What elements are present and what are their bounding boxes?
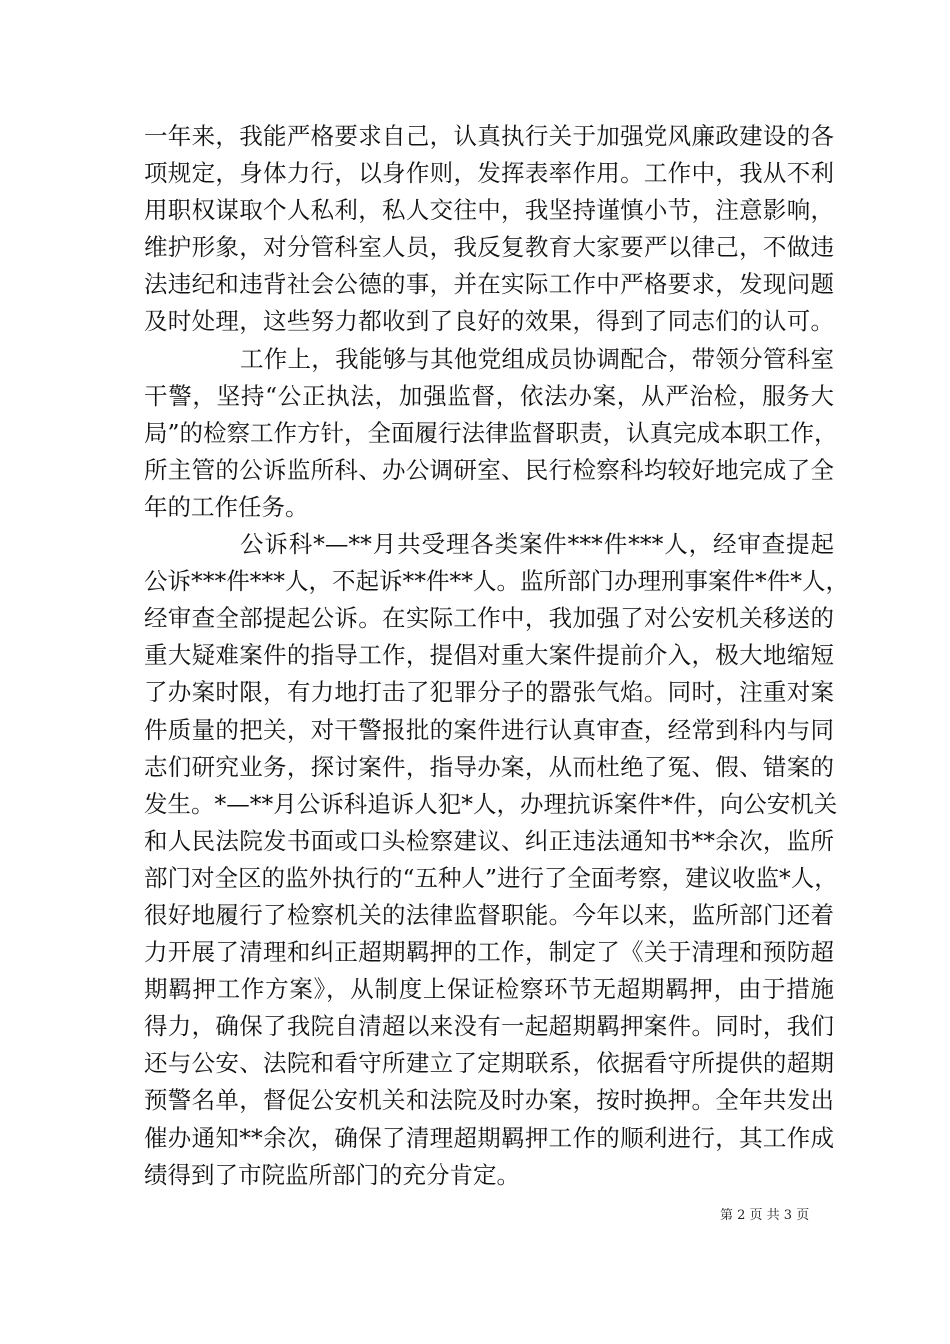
- paragraph-line: 绩得到了市院监所部门的充分肯定。: [144, 1160, 520, 1189]
- paragraph-work-duties: [144, 341, 838, 526]
- paragraph-prosecution-results: [144, 526, 849, 1194]
- paragraph-line: 还与公安、法院和看守所建立了定期联系，依据看守所提供的超期: [144, 1049, 834, 1078]
- paragraph-line: 发生。*—**月公诉科追诉人犯*人，办理抗诉案件*件，向公安机关: [144, 789, 838, 818]
- paragraph-line: 公诉***件***人，不起诉**件**人。监所部门办理刑事案件*件*人，: [144, 567, 849, 596]
- paragraph-line: 年的工作任务。: [144, 492, 309, 521]
- paragraph-line: 很好地履行了检察机关的法律监督职能。今年以来，监所部门还着: [144, 900, 834, 929]
- paragraph-line: 力开展了清理和纠正超期羁押的工作，制定了《关于清理和预防超: [144, 938, 834, 967]
- paragraph-line: 志们研究业务，探讨案件，指导办案，从而杜绝了冤、假、错案的: [144, 752, 834, 781]
- paragraph-line: 法违纪和违背社会公德的事，并在实际工作中严格要求，发现问题: [144, 270, 834, 299]
- paragraph-line: 预警名单，督促公安机关和法院及时办案，按时换押。全年共发出: [144, 1086, 834, 1115]
- paragraph-line: 件质量的把关，对干警报批的案件进行认真审查，经常到科内与同: [144, 715, 834, 744]
- paragraph-party-conduct: [144, 118, 834, 341]
- paragraph-line: 干警，坚持“公正执法，加强监督，依法办案，从严治检，服务大: [144, 381, 834, 410]
- paragraph-line: 一年来，我能严格要求自己，认真执行关于加强党风廉政建设的各: [144, 122, 834, 150]
- paragraph-line: 用职权谋取个人私利，私人交往中，我坚持谨慎小节，注意影响，: [144, 196, 834, 225]
- paragraph-line: 工作上，我能够与其他党组成员协调配合，带领分管科室: [240, 344, 834, 373]
- paragraph-line: 维护形象，对分管科室人员，我反复教育大家要严以律己，不做违: [144, 233, 834, 262]
- document-body: [144, 118, 849, 1194]
- paragraph-line: 得力，确保了我院自清超以来没有一起超期羁押案件。同时，我们: [144, 1012, 834, 1041]
- paragraph-line: 催办通知**余次，确保了清理超期羁押工作的顺利进行，其工作成: [144, 1123, 834, 1152]
- paragraph-line: 部门对全区的监外执行的“五种人”进行了全面考察，建议收监*人，: [144, 863, 838, 892]
- paragraph-line: 了办案时限，有力地打击了犯罪分子的嚣张气焰。同时，注重对案: [144, 678, 834, 707]
- paragraph-line: 局”的检察工作方针，全面履行法律监督职责，认真完成本职工作，: [144, 418, 838, 447]
- paragraph-line: 项规定，身体力行，以身作则，发挥表率作用。工作中，我从不利: [144, 159, 834, 188]
- paragraph-line: 重大疑难案件的指导工作，提倡对重大案件提前介入，极大地缩短: [144, 641, 834, 670]
- paragraph-line: 公诉科*—**月共受理各类案件***件***人，经审查提起: [240, 530, 834, 559]
- paragraph-line: 期羁押工作方案》，从制度上保证检察环节无超期羁押，由于措施: [144, 975, 834, 1004]
- paragraph-line: 经审查全部提起公诉。在实际工作中，我加强了对公安机关移送的: [144, 604, 834, 633]
- paragraph-line: 及时处理，这些努力都收到了良好的效果，得到了同志们的认可。: [144, 307, 834, 336]
- page-number-footer: 第 2 页 共 3 页: [720, 1208, 810, 1223]
- paragraph-line: 所主管的公诉监所科、办公调研室、民行检察科均较好地完成了全: [144, 455, 834, 484]
- paragraph-line: 和人民法院发书面或口头检察建议、纠正违法通知书**余次，监所: [144, 826, 834, 855]
